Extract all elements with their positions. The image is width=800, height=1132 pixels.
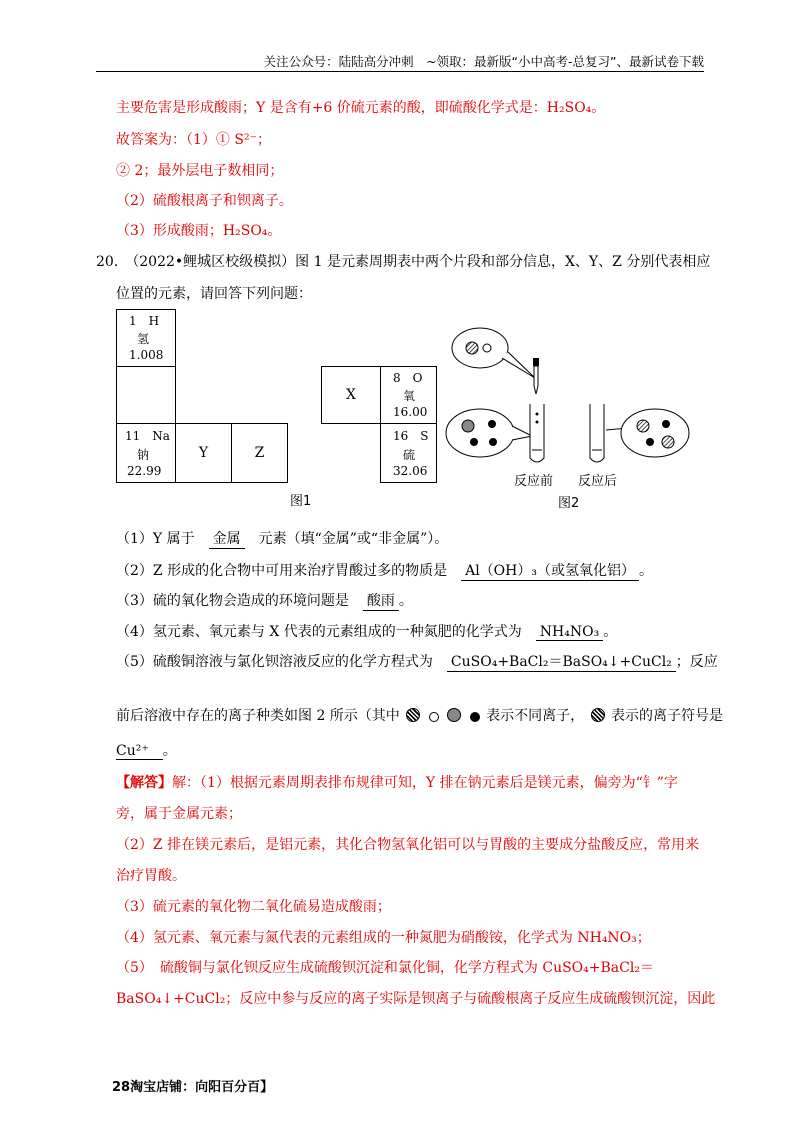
- label-before: 反应前: [514, 474, 554, 489]
- cell-oxygen: 8 O 氧 16.00: [380, 366, 437, 424]
- sub-question-5-cont: 前后溶液中存在的离子种类如图 2 所示（其中 表示不同离子， 表示的离子符号是: [116, 708, 723, 724]
- white-ion-icon: [483, 344, 491, 352]
- solution-line-5: （3）硫元素的氧化物二氧化硫易造成酸雨；: [116, 899, 391, 915]
- black-ion-icon: [470, 712, 480, 722]
- dropper-tube: [534, 366, 538, 394]
- test-tube-after: [590, 404, 604, 462]
- cell-hydrogen: 1 H 氢 1.008: [116, 309, 176, 367]
- prev-line-2: 故答案为：（1）① S²⁻；: [116, 132, 271, 148]
- after-bubble: [621, 409, 689, 457]
- header-rule: [96, 71, 704, 72]
- question-line-2: 位置的元素，请回答下列问题：: [116, 286, 312, 302]
- prev-line-4: （2）硫酸根离子和钡离子。: [116, 193, 293, 209]
- solution-line-3: （2）Z 排在镁元素后，是铝元素，其化合物氢氧化铝可以与胃酸的主要成分盐酸反应，常用来: [116, 837, 700, 853]
- answer-4: NH₄NO₃: [536, 624, 603, 641]
- page-header: 关注公众号：陆陆高分冲刺 ~领取：最新版“小中高考-总复习”、最新试卷下载: [263, 54, 704, 69]
- figure-1-caption: 图1: [290, 494, 312, 509]
- answer-2: Al（OH）₃（或氢氧化铝）: [461, 560, 639, 581]
- hatched-ion-icon: [591, 708, 605, 722]
- figure-2-caption: 图2: [558, 496, 580, 511]
- sub-question-1: （1）Y 属于 金属 元素（填“金属”或“非金属”）。: [116, 528, 448, 549]
- question-line-1: 20. （2022•鲤城区校级模拟）图 1 是元素周期表中两个片段和部分信息，X、Y、Z 分别代表相应: [96, 254, 711, 270]
- cell-sulfur: 16 S 硫 32.06: [380, 423, 437, 483]
- white-ion-icon: [429, 712, 439, 722]
- answer-1: 金属: [209, 528, 245, 549]
- answer-5-cont: Cu²⁺ 。: [116, 743, 177, 759]
- figure-2: [440, 318, 700, 497]
- grey-ion-icon: [447, 708, 461, 722]
- cell-z: Z: [231, 423, 288, 483]
- sub-question-5: （5）硫酸铜溶液与氯化钡溶液反应的化学方程式为 CuSO₄+BaCl₂＝BaSO₄↓+CuCl₂ ；反应: [116, 651, 718, 672]
- dropper-bulb: [533, 358, 539, 366]
- solution-line-7: （5） 硫酸铜与氯化钡反应生成硫酸钡沉淀和氯化铜，化学方程式为 CuSO₄+BaCl₂＝: [116, 960, 654, 976]
- prev-line-1: 主要危害是形成酸雨；Y 是含有+6 价硫元素的酸，即硫酸化学式是：H₂SO₄。: [116, 100, 606, 116]
- label-after: 反应后: [578, 474, 618, 489]
- hatched-ion-icon: [406, 708, 420, 722]
- solution-line-2: 旁，属于金属元素；: [116, 806, 242, 822]
- sub-question-3: （3）硫的氧化物会造成的环境问题是 酸雨 。: [116, 590, 413, 611]
- cell-x: X: [321, 366, 381, 424]
- solution-line-4: 治疗胃酸。: [116, 868, 186, 884]
- reaction-diagram: [440, 318, 700, 493]
- sub-question-2: （2）Z 形成的化合物中可用来治疗胃酸过多的物质是 Al（OH）₃（或氢氧化铝） 。: [116, 560, 653, 581]
- prev-line-3: ② 2；最外层电子数相同；: [116, 163, 284, 179]
- cell-sodium: 11 Na 钠 22.99: [116, 423, 176, 483]
- prev-line-5: （3）形成酸雨；H₂SO₄。: [116, 223, 282, 239]
- answer-5: CuSO₄+BaCl₂＝BaSO₄↓+CuCl₂: [447, 651, 676, 672]
- cell-y: Y: [175, 423, 232, 483]
- page-footer: 28淘宝店铺：向阳百分百】: [112, 1080, 274, 1095]
- top-bubble: [452, 328, 508, 368]
- solution-line-8: BaSO₄↓+CuCl₂；反应中参与反应的离子实际是钡离子与硫酸根离子反应生成硫酸钡沉淀，因此: [116, 991, 716, 1007]
- solution-line-6: （4）氢元素、氧元素与氮代表的元素组成的一种氮肥为硝酸铵，化学式为 NH₄NO₃；: [116, 930, 651, 946]
- cell-empty: [116, 366, 176, 424]
- black-ion-icon: [488, 420, 496, 428]
- hatched-ion-icon: [466, 342, 478, 354]
- sub-question-4: （4）氢元素、氧元素与 X 代表的元素组成的一种氮肥的化学式为 NH₄NO₃ 。: [116, 624, 618, 640]
- answer-3: 酸雨: [363, 590, 399, 611]
- grey-ion-icon: [462, 420, 474, 432]
- solution-tag: 【解答】: [116, 775, 172, 791]
- answer-6: Cu²⁺: [116, 743, 163, 760]
- before-bubble: [446, 409, 514, 457]
- solution-line-1: 【解答】解：（1）根据元素周期表排布规律可知，Y 排在钠元素后是镁元素，偏旁为“钅”字: [116, 775, 678, 791]
